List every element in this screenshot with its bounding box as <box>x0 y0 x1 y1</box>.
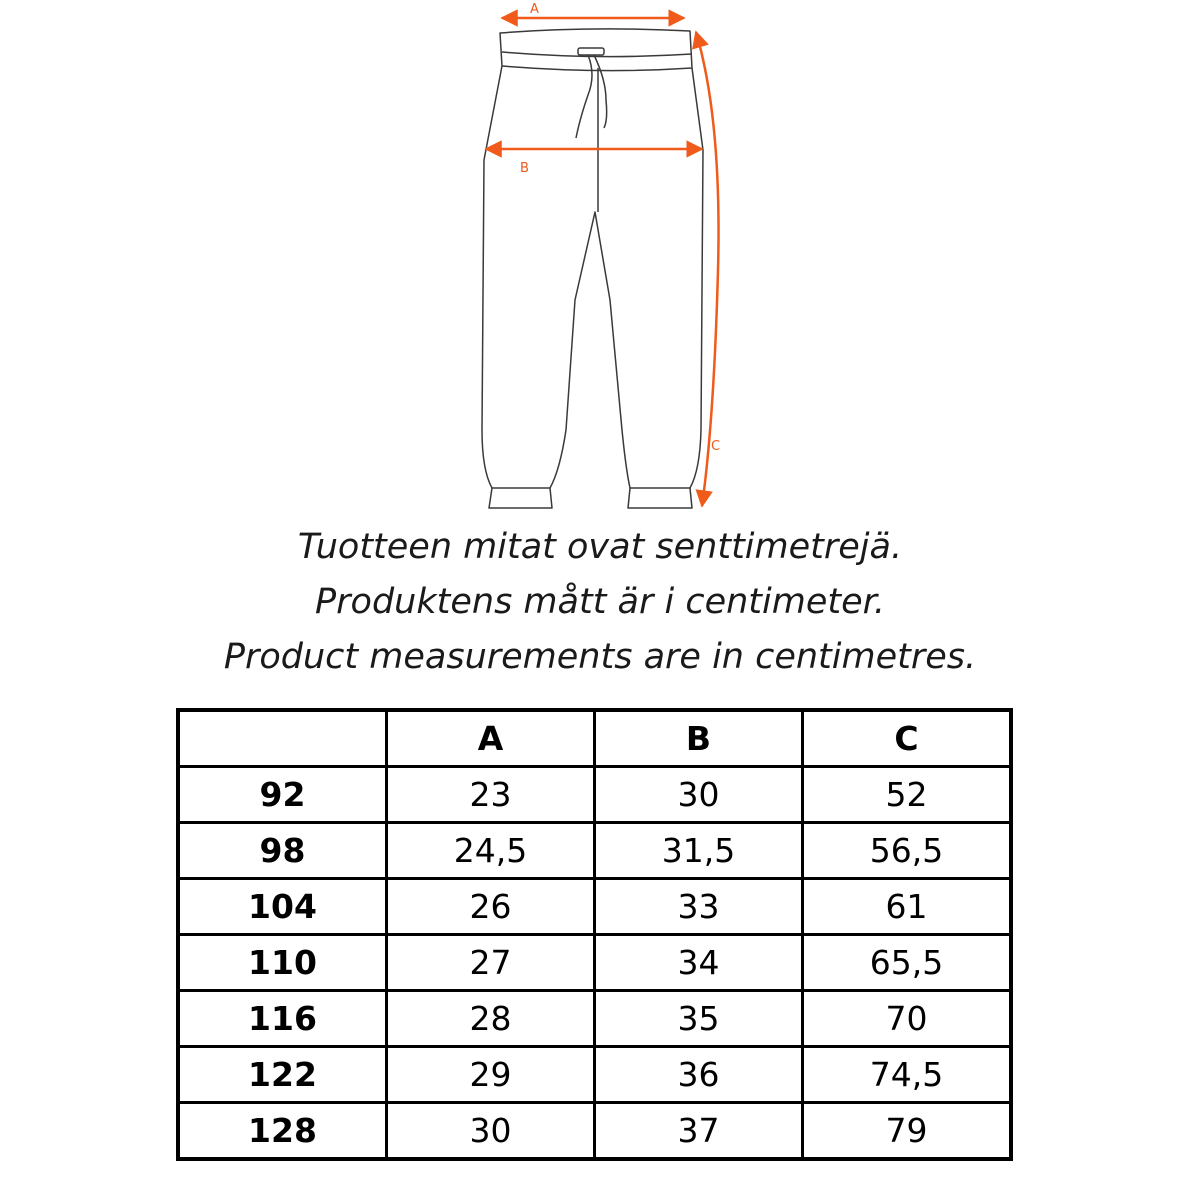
pants-body-shape <box>482 66 703 488</box>
measure-c-cell: 70 <box>803 991 1012 1047</box>
measure-b-cell: 33 <box>595 879 803 935</box>
unit-note-swedish: Produktens mått är i centimeter. <box>315 582 885 622</box>
size-cell: 122 <box>178 1047 387 1103</box>
measure-c-cell: 56,5 <box>803 823 1012 879</box>
measure-a-cell: 30 <box>387 1103 595 1160</box>
measure-label-b: B <box>520 161 529 176</box>
size-cell: 116 <box>178 991 387 1047</box>
unit-note-english: Product measurements are in centimetres. <box>223 637 977 677</box>
measure-a-cell: 26 <box>387 879 595 935</box>
size-cell: 98 <box>178 823 387 879</box>
right-cuff <box>628 488 692 508</box>
measure-b-cell: 30 <box>595 767 803 823</box>
measure-a-cell: 24,5 <box>387 823 595 879</box>
table-row <box>178 1103 1011 1160</box>
size-cell: 128 <box>178 1103 387 1160</box>
pants-outline <box>482 29 703 508</box>
measure-c-cell: 52 <box>803 767 1012 823</box>
header-a-cell: A <box>387 710 595 767</box>
header-c-cell: C <box>803 710 1012 767</box>
measure-b-cell: 37 <box>595 1103 803 1160</box>
drawstring-right <box>594 55 607 128</box>
header-size-cell <box>178 710 387 767</box>
size-cell: 104 <box>178 879 387 935</box>
table-header-row <box>178 710 1011 767</box>
table-row <box>178 1047 1011 1103</box>
waistband-shape <box>500 29 692 71</box>
unit-note-finnish: Tuotteen mitat ovat senttimetrejä. <box>297 527 903 567</box>
measure-b-cell: 34 <box>595 935 803 991</box>
measure-b-cell: 36 <box>595 1047 803 1103</box>
table-row <box>178 991 1011 1047</box>
measure-label-c: C <box>711 439 721 454</box>
measure-b-cell: 31,5 <box>595 823 803 879</box>
table-row <box>178 823 1011 879</box>
measure-c-cell: 79 <box>803 1103 1012 1160</box>
pants-measurement-diagram <box>0 0 1200 520</box>
table-row <box>178 935 1011 991</box>
size-cell: 92 <box>178 767 387 823</box>
left-cuff <box>489 488 552 508</box>
measure-c-cell: 65,5 <box>803 935 1012 991</box>
measure-a-cell: 28 <box>387 991 595 1047</box>
table-row <box>178 767 1011 823</box>
measure-a-cell: 27 <box>387 935 595 991</box>
header-b-cell: B <box>595 710 803 767</box>
measure-b-cell: 35 <box>595 991 803 1047</box>
table-row <box>178 879 1011 935</box>
measure-label-a: A <box>530 2 539 17</box>
measure-c-cell: 61 <box>803 879 1012 935</box>
drawstring-eyelets <box>578 48 604 55</box>
measure-arrow-c <box>696 32 719 506</box>
drawstring-left <box>576 55 592 138</box>
size-cell: 110 <box>178 935 387 991</box>
measure-a-cell: 29 <box>387 1047 595 1103</box>
size-chart-table <box>176 708 1013 1161</box>
measure-c-cell: 74,5 <box>803 1047 1012 1103</box>
measure-a-cell: 23 <box>387 767 595 823</box>
